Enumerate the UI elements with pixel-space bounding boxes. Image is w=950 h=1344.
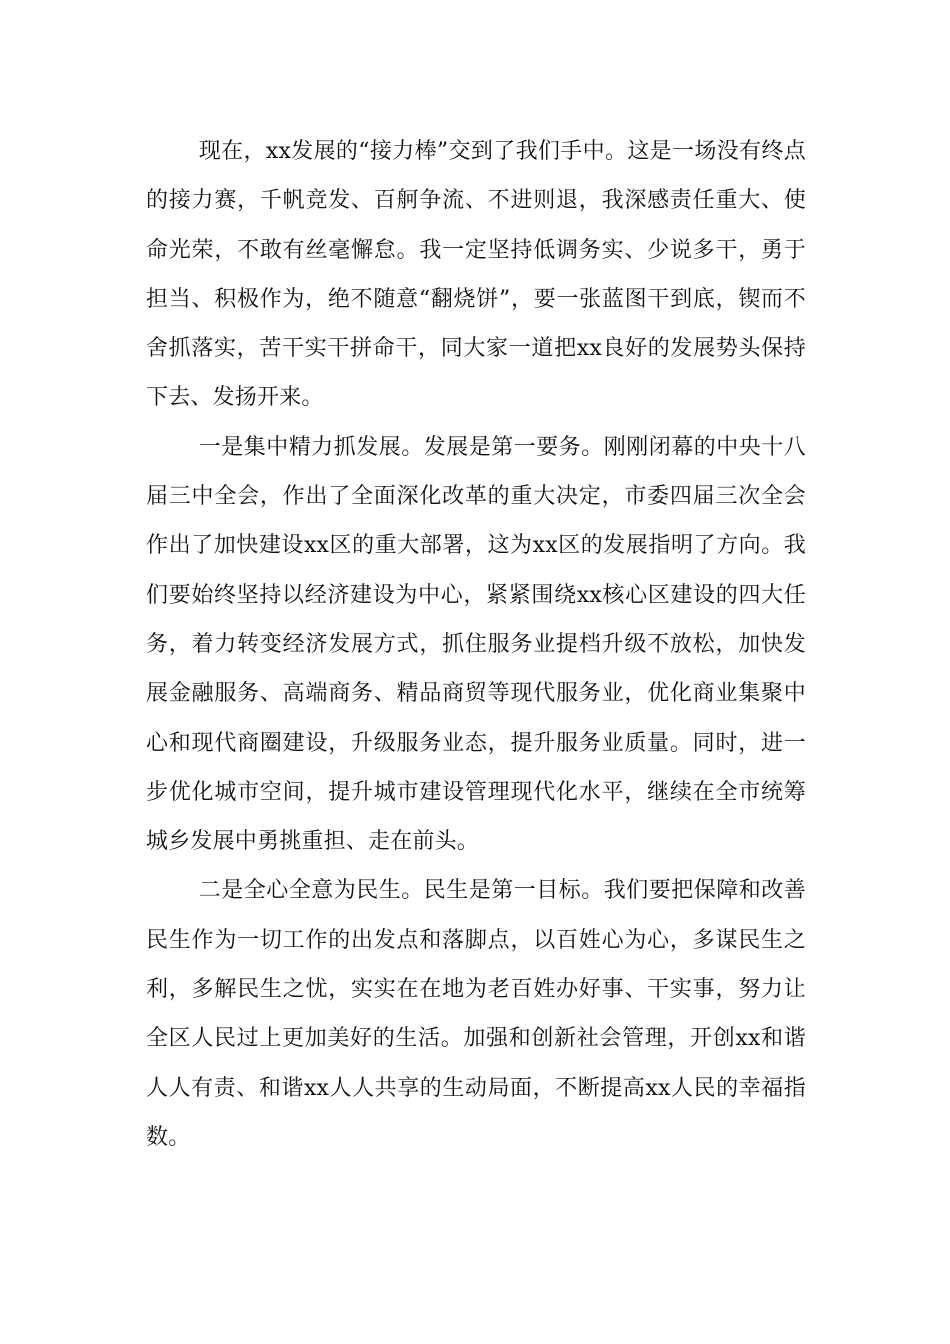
body-text — [146, 127, 806, 1162]
paragraph-livelihood: 二是全心全意为民生。民生是第一目标。我们要把保障和改善民生作为一切工作的出发点和落脚点，以百姓心为心，多谋民生之利，多解民生之忧，实实在在地为老百姓办好事、干实事，努力让全区人民过上更加美好的生活。加强和创新社会管理，开创xx和谐人人有责、和谐xx人人共享的生动局面，不断提高xx人民的幸福指数。 — [146, 878, 806, 1150]
paragraph-intro: 现在，xx发展的“接力棒”交到了我们手中。这是一场没有终点的接力赛，千帆竞发、百舸争流、不进则退，我深感责任重大、使命光荣，不敢有丝毫懈怠。我一定坚持低调务实、少说多干，勇于担当、积极作为，绝不随意“翻烧饼”，要一张蓝图干到底，锲而不舍抓落实，苦干实干拼命干，同大家一道把xx良好的发展势头保持下去、发扬开来。 — [146, 139, 806, 411]
paragraph-development: 一是集中精力抓发展。发展是第一要务。刚刚闭幕的中央十八届三中全会，作出了全面深化改革的重大决定，市委四届三次全会作出了加快建设xx区的重大部署，这为xx区的发展指明了方向。我们要始终坚持以经济建设为中心，紧紧围绕xx核心区建设的四大任务，着力转变经济发展方式，抓住服务业提档升级不放松，加快发展金融服务、高端商务、精品商贸等现代服务业，优化商业集聚中心和现代商圈建设，升级服务业态，提升服务业质量。同时，进一步优化城市空间，提升城市建设管理现代化水平，继续在全市统筹城乡发展中勇挑重担、走在前头。 — [146, 434, 806, 855]
